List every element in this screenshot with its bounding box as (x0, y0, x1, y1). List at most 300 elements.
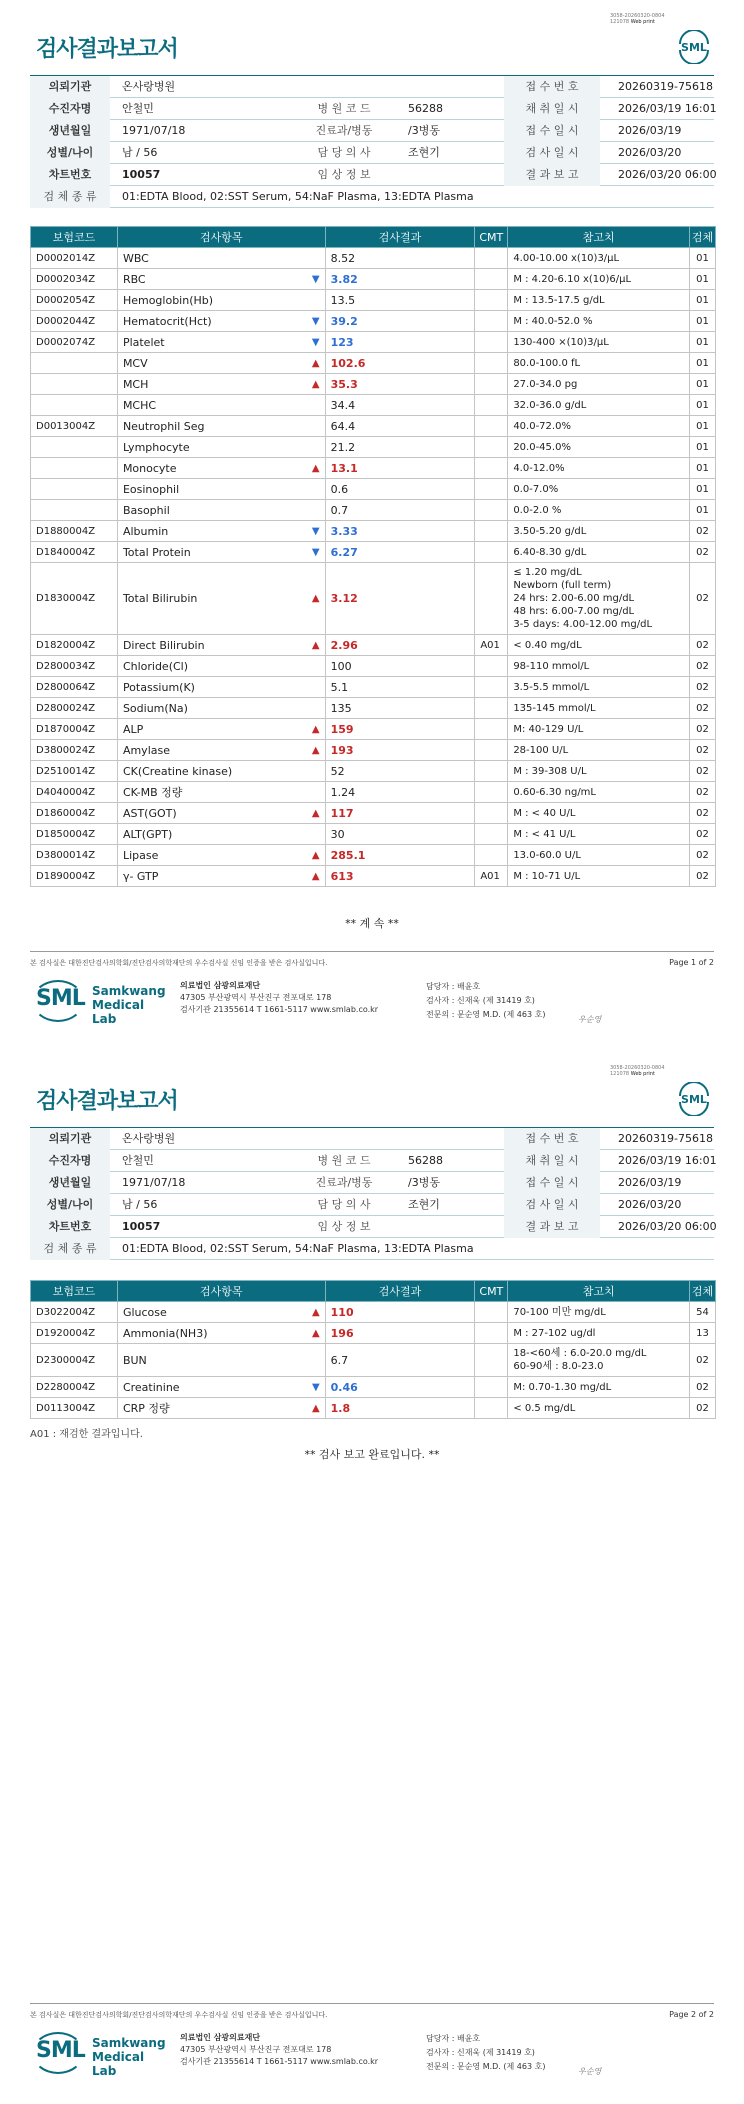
comment-code (475, 500, 508, 521)
label: 결 과 보 고 (504, 1216, 600, 1238)
report-date-value: 2026/03/20 06:00 (618, 1220, 717, 1233)
specimen-code: 01 (689, 311, 715, 332)
col-spec: 검체 (689, 227, 715, 248)
test-name (117, 1398, 325, 1419)
reference-range: M : < 40 U/L (508, 803, 690, 824)
test-name-label: Eosinophil (122, 482, 180, 496)
label: 임 상 정 보 (317, 168, 371, 181)
col-cmt: CMT (475, 1281, 508, 1302)
table-row (31, 656, 716, 677)
comment-code: A01 (475, 866, 508, 887)
reference-range: 28-100 U/L (508, 740, 690, 761)
test-result: 35.3 (325, 374, 475, 395)
receipt-no-value: 20260319-75618 (618, 80, 713, 93)
samkwang-logo: SML Samkwang Medical Lab (36, 2032, 156, 2078)
test-result: 613 (325, 866, 475, 887)
test-name-label: Creatinine (122, 1380, 180, 1394)
test-result: 5.1 (325, 677, 475, 698)
test-name-label: WBC (122, 251, 149, 265)
test-name-label: Total Protein (122, 545, 191, 559)
signature: 우순영 (578, 2067, 602, 2076)
page-title: 검사결과보고서 (36, 37, 178, 62)
label: 결 과 보 고 (504, 164, 600, 186)
comment-code (475, 824, 508, 845)
reference-range: M : 27-102 ug/dl (508, 1323, 690, 1344)
table-row (31, 521, 716, 542)
receipt-date-value: 2026/03/19 (618, 1176, 682, 1189)
specimen-code: 01 (689, 395, 715, 416)
reference-range: M : 10-71 U/L (508, 866, 690, 887)
hosp-code-value: 56288 (408, 1154, 443, 1167)
label: 접 수 번 호 (504, 76, 600, 98)
insurance-code: D2800024Z (31, 698, 118, 719)
comment-code (475, 803, 508, 824)
test-name (117, 1344, 325, 1377)
arrow-down-icon: ▼ (311, 525, 320, 537)
hospital-value: 온사랑병원 (122, 1132, 176, 1145)
test-result: 117 (325, 803, 475, 824)
specimen-code: 01 (689, 269, 715, 290)
test-result: 196 (325, 1323, 475, 1344)
test-name (117, 353, 325, 374)
table-header (31, 227, 716, 248)
test-result: 0.6 (325, 479, 475, 500)
sml-logo-icon (676, 30, 712, 64)
table-row (31, 866, 716, 887)
specimen-code: 01 (689, 479, 715, 500)
comment-code (475, 563, 508, 635)
info-row (30, 1128, 714, 1150)
test-name-label: Sodium(Na) (122, 701, 188, 715)
comment-code (475, 521, 508, 542)
doctor-value: 조현기 (408, 146, 440, 159)
specimen-code: 02 (689, 740, 715, 761)
comment-code (475, 719, 508, 740)
reference-range: M : 13.5-17.5 g/dL (508, 290, 690, 311)
test-name (117, 479, 325, 500)
insurance-code: D2510014Z (31, 761, 118, 782)
reference-range: 4.0-12.0% (508, 458, 690, 479)
specimen-code: 02 (689, 563, 715, 635)
test-name-label: Potassium(K) (122, 680, 195, 694)
arrow-up-icon: ▲ (311, 593, 320, 604)
arrow-up-icon: ▲ (311, 870, 320, 882)
info-row (30, 1238, 714, 1260)
specimen-code: 02 (689, 1398, 715, 1419)
test-name-label: γ- GTP (122, 869, 159, 883)
insurance-code (31, 458, 118, 479)
reference-range: 27.0-34.0 pg (508, 374, 690, 395)
test-result: 8.52 (325, 248, 475, 269)
specimen-code: 01 (689, 248, 715, 269)
test-result: 3.12 (325, 563, 475, 635)
col-result: 검사결과 (325, 1281, 475, 1302)
specimen-value: 01:EDTA Blood, 02:SST Serum, 54:NaF Plasma, 13:EDTA Plasma (122, 1242, 474, 1255)
specimen-code: 02 (689, 824, 715, 845)
test-result: 3.82 (325, 269, 475, 290)
footer-divider (30, 2003, 714, 2004)
cmt-note: A01 : 재검한 결과입니다. (30, 1429, 143, 1440)
comment-code (475, 269, 508, 290)
test-name (117, 635, 325, 656)
reference-range: 130-400 ×(10)3/μL (508, 332, 690, 353)
comment-code (475, 332, 508, 353)
print-stamp: 3058-20260320-0804 121078 Web print (610, 13, 665, 25)
info-row (30, 76, 714, 98)
specimen-code: 01 (689, 416, 715, 437)
comment-code (475, 248, 508, 269)
specimen-code: 13 (689, 1323, 715, 1344)
arrow-up-icon: ▲ (311, 849, 320, 861)
comment-code (475, 761, 508, 782)
hospital-value: 온사랑병원 (122, 80, 176, 93)
arrow-down-icon: ▼ (311, 336, 320, 348)
specimen-code: 02 (689, 698, 715, 719)
test-name-label: Lymphocyte (122, 440, 190, 454)
test-result: 135 (325, 698, 475, 719)
test-result: 3.33 (325, 521, 475, 542)
insurance-code (31, 500, 118, 521)
staff-info: 담당자 : 배윤호 검사자 : 신재욱 (제 31419 호) 전문의 : 문순영 M.D. (제 463 호) (426, 982, 546, 1019)
table-header (31, 1281, 716, 1302)
page-number: Page 1 of 2 (669, 958, 714, 967)
org-info: 의료법인 삼광의료재단 47305 부산광역시 부산진구 전포대로 178 검사기관 21355614 T 1661-5117 www.smlab.co.kr (180, 981, 379, 1014)
insurance-code (31, 395, 118, 416)
comment-code (475, 740, 508, 761)
page-title: 검사결과보고서 (36, 1089, 178, 1114)
table-row (31, 761, 716, 782)
sml-logo-icon (676, 1082, 712, 1116)
specimen-code: 01 (689, 332, 715, 353)
info-row (30, 1172, 714, 1194)
comment-code: A01 (475, 635, 508, 656)
test-name-label: Neutrophil Seg (122, 419, 205, 433)
arrow-up-icon: ▲ (311, 807, 320, 819)
specimen-code: 02 (689, 656, 715, 677)
reference-range: 18-<60세 : 6.0-20.0 mg/dL 60-90세 : 8.0-23.0 (508, 1344, 690, 1377)
info-row (30, 1216, 717, 1238)
test-name-label: CK-MB 정량 (122, 785, 183, 799)
test-name (117, 290, 325, 311)
test-result: 1.8 (325, 1398, 475, 1419)
test-name-label: Chloride(Cl) (122, 659, 189, 673)
specimen-code: 02 (689, 803, 715, 824)
insurance-code: D1820004Z (31, 635, 118, 656)
insurance-code: D4040004Z (31, 782, 118, 803)
insurance-code: D2280004Z (31, 1377, 118, 1398)
label: 성별/나이 (30, 1194, 110, 1216)
specimen-code: 02 (689, 1344, 715, 1377)
test-result: 1.24 (325, 782, 475, 803)
reference-range: M: 0.70-1.30 mg/dL (508, 1377, 690, 1398)
test-name (117, 332, 325, 353)
label: 생년월일 (30, 1172, 110, 1194)
test-name (117, 845, 325, 866)
arrow-up-icon: ▲ (311, 744, 320, 756)
table-row (31, 740, 716, 761)
specimen-code: 02 (689, 866, 715, 887)
test-result: 2.96 (325, 635, 475, 656)
test-result: 34.4 (325, 395, 475, 416)
comment-code (475, 458, 508, 479)
label: 차트번호 (30, 164, 110, 186)
doctor-value: 조현기 (408, 1198, 440, 1211)
test-name-label: Lipase (122, 848, 159, 862)
insurance-code: D1840004Z (31, 542, 118, 563)
table-row (31, 416, 716, 437)
insurance-code: D0002074Z (31, 332, 118, 353)
test-date-value: 2026/03/20 (618, 146, 682, 159)
comment-code (475, 1377, 508, 1398)
chart-no-value: 10057 (122, 1220, 161, 1233)
comment-code (475, 782, 508, 803)
table-row (31, 332, 716, 353)
table-row (31, 1323, 716, 1344)
test-name-label: CK(Creatine kinase) (122, 764, 233, 778)
arrow-up-icon: ▲ (311, 378, 320, 390)
patient-name-value: 안철민 (122, 1154, 154, 1167)
report-page-2 (0, 1052, 744, 2104)
reference-range: 80.0-100.0 fL (508, 353, 690, 374)
specimen-code: 01 (689, 437, 715, 458)
label: 접 수 번 호 (504, 1128, 600, 1150)
insurance-code (31, 479, 118, 500)
continued-note: ** 계 속 ** (345, 917, 399, 930)
label: 담 당 의 사 (317, 1198, 371, 1211)
svg-text:SML: SML (681, 1093, 707, 1106)
sex-age-value: 남 / 56 (122, 1198, 158, 1211)
test-name (117, 248, 325, 269)
test-result: 39.2 (325, 311, 475, 332)
test-name-label: Glucose (122, 1305, 167, 1319)
specimen-code: 54 (689, 1302, 715, 1323)
test-name-label: ALP (122, 722, 144, 736)
receipt-date-value: 2026/03/19 (618, 124, 682, 137)
test-name (117, 761, 325, 782)
test-result: 100 (325, 656, 475, 677)
reference-range: 0.60-6.30 ng/mL (508, 782, 690, 803)
test-name (117, 521, 325, 542)
insurance-code: D1850004Z (31, 824, 118, 845)
test-name (117, 1377, 325, 1398)
col-spec: 검체 (689, 1281, 715, 1302)
insurance-code: D3022004Z (31, 1302, 118, 1323)
patient-name-value: 안철민 (122, 102, 154, 115)
table-row (31, 542, 716, 563)
label: 진료과/병동 (315, 124, 373, 137)
arrow-down-icon: ▼ (311, 546, 320, 558)
samkwang-logo: SML Samkwang Medical Lab (36, 980, 156, 1026)
label: 검 체 종 류 (30, 186, 110, 208)
reference-range: 0.0-7.0% (508, 479, 690, 500)
label: 검 사 일 시 (504, 142, 600, 164)
comment-code (475, 416, 508, 437)
insurance-code: D1880004Z (31, 521, 118, 542)
reference-range: M: 40-129 U/L (508, 719, 690, 740)
reference-range: 3.5-5.5 mmol/L (508, 677, 690, 698)
arrow-up-icon: ▲ (311, 1402, 320, 1414)
insurance-code: D2300004Z (31, 1344, 118, 1377)
arrow-up-icon: ▲ (311, 1327, 320, 1339)
receipt-no-value: 20260319-75618 (618, 1132, 713, 1145)
arrow-up-icon: ▲ (311, 462, 320, 474)
label: 생년월일 (30, 120, 110, 142)
test-name (117, 740, 325, 761)
test-name (117, 458, 325, 479)
test-name (117, 677, 325, 698)
certification-text: 본 검사실은 대한진단검사의학회/진단검사의학재단의 우수검사실 신임 인증을 받은 검사실입니다. (30, 959, 328, 967)
info-row (30, 164, 717, 186)
col-item: 검사항목 (117, 227, 325, 248)
label: 검 사 일 시 (504, 1194, 600, 1216)
insurance-code: D0002044Z (31, 311, 118, 332)
test-name (117, 656, 325, 677)
insurance-code: D2800034Z (31, 656, 118, 677)
test-result: 52 (325, 761, 475, 782)
insurance-code: D1860004Z (31, 803, 118, 824)
test-name (117, 437, 325, 458)
label: 임 상 정 보 (317, 1220, 371, 1233)
comment-code (475, 1323, 508, 1344)
comment-code (475, 374, 508, 395)
test-result: 6.7 (325, 1344, 475, 1377)
table-row (31, 374, 716, 395)
test-name (117, 311, 325, 332)
specimen-code: 02 (689, 845, 715, 866)
test-name-label: Hemoglobin(Hb) (122, 293, 214, 307)
test-name-label: Total Bilirubin (122, 592, 198, 605)
test-result: 102.6 (325, 353, 475, 374)
test-name (117, 1302, 325, 1323)
complete-note: ** 검사 보고 완료입니다. ** (304, 1448, 440, 1461)
reference-range: 32.0-36.0 g/dL (508, 395, 690, 416)
test-result: 6.27 (325, 542, 475, 563)
reference-range: 4.00-10.00 x(10)3/μL (508, 248, 690, 269)
birth-value: 1971/07/18 (122, 124, 186, 137)
test-name (117, 395, 325, 416)
comment-code (475, 479, 508, 500)
label: 접 수 일 시 (504, 120, 600, 142)
col-item: 검사항목 (117, 1281, 325, 1302)
reference-range: < 0.40 mg/dL (508, 635, 690, 656)
test-name-label: MCH (122, 377, 149, 391)
insurance-code (31, 437, 118, 458)
test-result: 0.46 (325, 1377, 475, 1398)
test-name (117, 782, 325, 803)
col-result: 검사결과 (325, 227, 475, 248)
test-name (117, 500, 325, 521)
collect-date-value: 2026/03/19 16:01 (618, 102, 717, 115)
test-name (117, 803, 325, 824)
table-row (31, 1302, 716, 1323)
label: 차트번호 (30, 1216, 110, 1238)
specimen-code: 02 (689, 761, 715, 782)
reference-range: 98-110 mmol/L (508, 656, 690, 677)
table-row (31, 395, 716, 416)
test-name-label: RBC (122, 272, 146, 286)
test-name (117, 374, 325, 395)
label: 병 원 코 드 (317, 1154, 371, 1167)
info-row (30, 120, 714, 142)
insurance-code: D0002054Z (31, 290, 118, 311)
test-name (117, 542, 325, 563)
results-table (30, 226, 716, 887)
signature: 우순영 (578, 1015, 602, 1024)
reference-range: 20.0-45.0% (508, 437, 690, 458)
specimen-code: 01 (689, 353, 715, 374)
test-result: 64.4 (325, 416, 475, 437)
comment-code (475, 845, 508, 866)
birth-value: 1971/07/18 (122, 1176, 186, 1189)
col-code: 보험코드 (31, 227, 118, 248)
table-row (31, 500, 716, 521)
staff-info: 담당자 : 배윤호 검사자 : 신재욱 (제 31419 호) 전문의 : 문순영 M.D. (제 463 호) (426, 2034, 546, 2071)
table-row (31, 782, 716, 803)
insurance-code: D1890004Z (31, 866, 118, 887)
comment-code (475, 1398, 508, 1419)
specimen-value: 01:EDTA Blood, 02:SST Serum, 54:NaF Plasma, 13:EDTA Plasma (122, 190, 474, 203)
hosp-code-value: 56288 (408, 102, 443, 115)
test-name (117, 563, 325, 635)
test-result: 13.1 (325, 458, 475, 479)
comment-code (475, 698, 508, 719)
table-row (31, 698, 716, 719)
specimen-code: 02 (689, 1377, 715, 1398)
test-result: 21.2 (325, 437, 475, 458)
label: 수진자명 (30, 98, 110, 120)
col-ref: 참고치 (508, 1281, 690, 1302)
test-name-label: MCHC (122, 398, 157, 412)
info-row (30, 1150, 717, 1172)
col-cmt: CMT (475, 227, 508, 248)
specimen-code: 02 (689, 635, 715, 656)
dept-value: /3병동 (408, 124, 440, 137)
table-row (31, 311, 716, 332)
label: 진료과/병동 (315, 1176, 373, 1189)
table-row (31, 290, 716, 311)
comment-code (475, 677, 508, 698)
test-result: 110 (325, 1302, 475, 1323)
specimen-code: 02 (689, 719, 715, 740)
reference-range: 13.0-60.0 U/L (508, 845, 690, 866)
insurance-code: D0013004Z (31, 416, 118, 437)
label: 의뢰기관 (30, 76, 110, 98)
specimen-code: 01 (689, 500, 715, 521)
info-row (30, 1194, 714, 1216)
label: 담 당 의 사 (317, 146, 371, 159)
reference-range: M : 4.20-6.10 x(10)6/μL (508, 269, 690, 290)
table-row (31, 1344, 716, 1377)
label: 의뢰기관 (30, 1128, 110, 1150)
test-result: 0.7 (325, 500, 475, 521)
label: 검 체 종 류 (30, 1238, 110, 1260)
test-date-value: 2026/03/20 (618, 1198, 682, 1211)
table-row (31, 635, 716, 656)
arrow-down-icon: ▼ (311, 1381, 320, 1393)
test-name-label: Basophil (122, 503, 170, 517)
table-row (31, 248, 716, 269)
table-row (31, 479, 716, 500)
test-name (117, 1323, 325, 1344)
test-name-label: MCV (122, 356, 148, 370)
report-date-value: 2026/03/20 06:00 (618, 168, 717, 181)
specimen-code: 01 (689, 374, 715, 395)
arrow-up-icon: ▲ (311, 357, 320, 369)
arrow-up-icon: ▲ (311, 1306, 320, 1318)
results-table (30, 1280, 716, 1419)
label: 성별/나이 (30, 142, 110, 164)
table-row (31, 437, 716, 458)
